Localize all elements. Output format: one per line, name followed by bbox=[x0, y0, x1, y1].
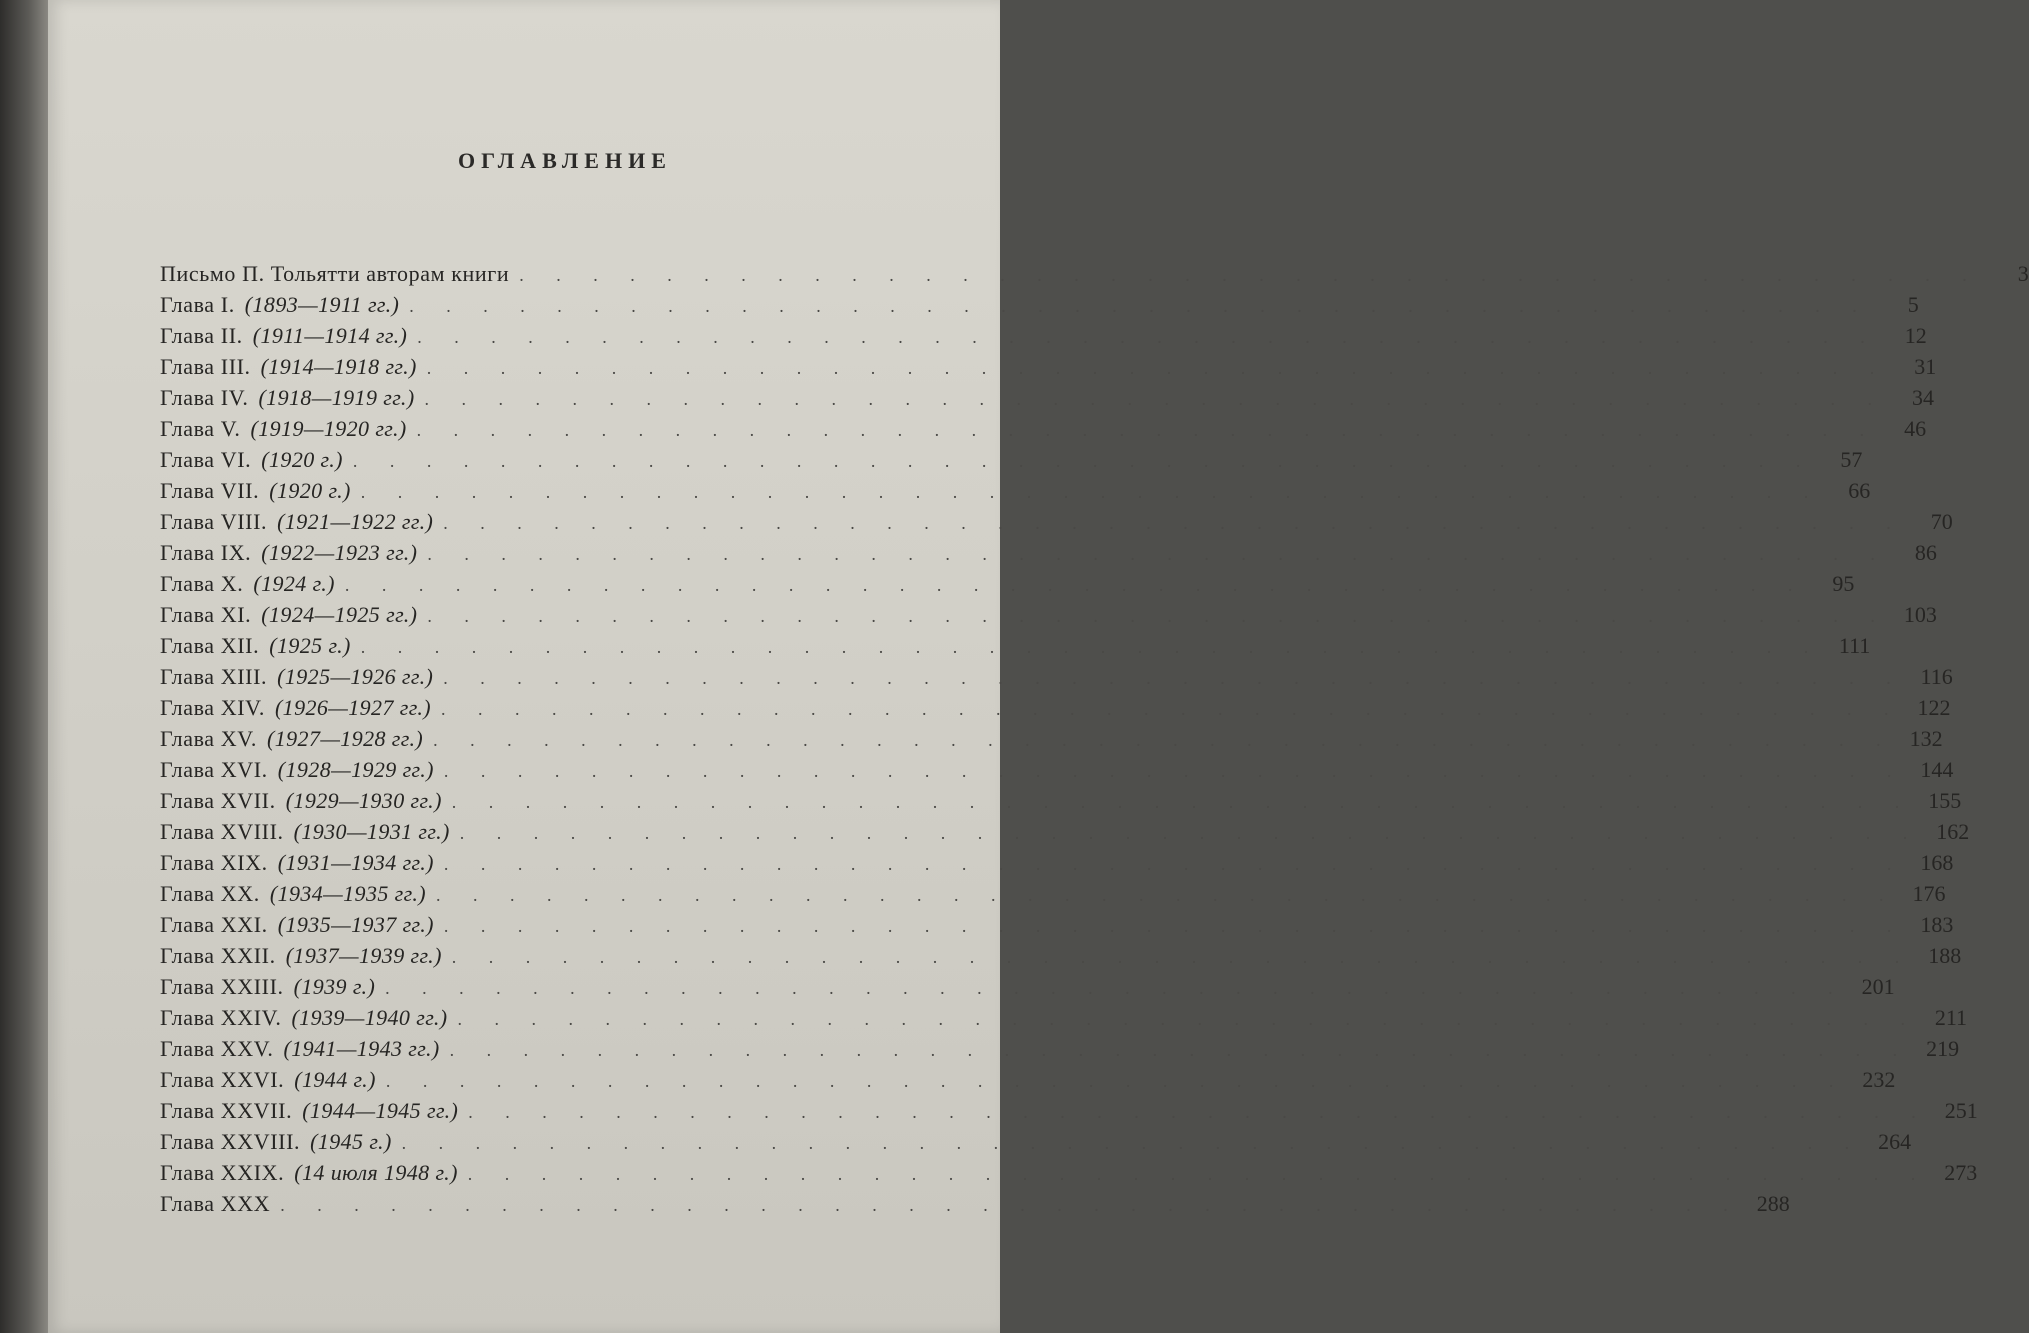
dot-leader: . . . . . . . . . . . . . . . . . . . . . . . . . . . . . . . . . . . . . . . . bbox=[433, 730, 1895, 750]
toc-entry-page-number: 46 bbox=[1904, 416, 1927, 441]
toc-entry-years: (1928—1929 гг.) bbox=[277, 757, 434, 782]
dot-leader: . . . . . . . . . . . . . . . . . . . . . . . . . . . . . . . . . . . . . . . . bbox=[385, 1071, 1848, 1091]
toc-entry bbox=[160, 413, 1927, 444]
toc-entry-years: (1930—1931 гг.) bbox=[293, 819, 450, 844]
dot-leader: . . . . . . . . . . . . . . . . . . . . . . . . . . . . . . . . . . . . . . . . bbox=[443, 513, 1905, 533]
toc-entry-label: Глава VI. bbox=[160, 447, 252, 472]
toc-entry bbox=[160, 661, 1953, 692]
toc-entry-years: (1920 г.) bbox=[269, 478, 351, 503]
toc-entry bbox=[160, 1126, 1912, 1157]
toc-entry-page-number: 211 bbox=[1934, 1005, 1968, 1030]
toc-entry bbox=[160, 816, 1970, 847]
dot-leader: . . . . . . . . . . . . . . . . . . . . . . . . . . . . . . . . . . . . . . . . bbox=[344, 575, 1807, 595]
toc-entry bbox=[160, 847, 1954, 878]
toc-entry-page-number: 273 bbox=[1944, 1160, 1978, 1185]
toc-entry-label: Глава II. bbox=[160, 323, 243, 348]
toc-entry-label: Глава XXVIII. bbox=[160, 1129, 301, 1154]
toc-entry-page-number: 232 bbox=[1862, 1067, 1896, 1092]
toc-entry-page-number: 5 bbox=[1907, 292, 1919, 317]
toc-entry-years: (1939 г.) bbox=[293, 974, 376, 999]
toc-entry-page-number: 162 bbox=[1936, 819, 1970, 844]
toc-entry-label: Глава XII. bbox=[160, 633, 260, 658]
toc-entry-label: Глава XIX. bbox=[160, 850, 268, 875]
toc-entry bbox=[160, 1064, 1896, 1095]
toc-entry bbox=[160, 723, 1943, 754]
dot-leader: . . . . . . . . . . . . . . . . . . . . . . . . . . . . . . . . . . . . . . . . bbox=[385, 978, 1847, 998]
toc-entry-label: Глава XXIII. bbox=[160, 974, 284, 999]
dot-leader: . . . . . . . . . . . . . . . . . . . . . . . . . . . . . . . . . . . . . . . . bbox=[360, 637, 1823, 657]
toc-entry bbox=[160, 909, 1954, 940]
toc-entry bbox=[160, 1095, 1978, 1126]
toc-entry-label: Глава V. bbox=[160, 416, 241, 441]
dot-leader: . . . . . . . . . . . . . . . . . . . . . . . . . . . . . . . . . . . . . . . . bbox=[467, 1164, 1930, 1184]
toc-entry-years: (1924 г.) bbox=[253, 571, 335, 596]
toc-entry-page-number: 116 bbox=[1920, 664, 1953, 689]
dot-leader: . . . . . . . . . . . . . . . . . . . . . . . . . . . . . . . . . . . . . . . . bbox=[280, 1195, 1742, 1215]
toc-entry-page-number: 176 bbox=[1912, 881, 1946, 906]
toc-entry-page-number: 34 bbox=[1912, 385, 1935, 410]
dot-leader: . . . . . . . . . . . . . . . . . . . . . . . . . . . . . . . . . . . . . . . . bbox=[459, 823, 1922, 843]
toc-entry-page-number: 3 bbox=[2017, 261, 2029, 286]
toc-entry-label: Глава XI. bbox=[160, 602, 252, 627]
dot-leader: . . . . . . . . . . . . . . . . . . . . . . . . . . . . . . . . . . . . . . . . bbox=[417, 327, 1879, 347]
toc-entry-page-number: 95 bbox=[1832, 571, 1855, 596]
toc-entry bbox=[160, 878, 1946, 909]
toc-entry-page-number: 70 bbox=[1930, 509, 1953, 534]
dot-leader: . . . . . . . . . . . . . . . . . . . . . . . . . . . . . . . . . . . . . . . . bbox=[427, 544, 1889, 564]
book-page bbox=[48, 0, 2029, 1333]
toc-entry-label: Глава IX. bbox=[160, 540, 252, 565]
toc-entry bbox=[160, 1157, 1978, 1188]
toc-entry-label: Глава XX. bbox=[160, 881, 260, 906]
toc-entry bbox=[160, 444, 1863, 475]
toc-entry-label: Глава XXVI. bbox=[160, 1067, 285, 1092]
toc-entry bbox=[160, 568, 1855, 599]
toc-entry-years: (14 июля 1948 г.) bbox=[294, 1160, 458, 1185]
toc-entry-years: (1944 г.) bbox=[294, 1067, 376, 1092]
toc-entry-page-number: 103 bbox=[1903, 602, 1937, 627]
toc-entry-years: (1945 г.) bbox=[310, 1129, 392, 1154]
toc-entry-years: (1939—1940 гг.) bbox=[291, 1005, 448, 1030]
dot-leader: . . . . . . . . . . . . . . . . . . . . . . . . . . . . . . . . . . . . . . . . bbox=[451, 947, 1914, 967]
toc-entry-label: Глава XVII. bbox=[160, 788, 276, 813]
toc-entry-page-number: 132 bbox=[1909, 726, 1943, 751]
toc-entry-label: Глава XXII. bbox=[160, 943, 276, 968]
toc-entry-label: Глава I. bbox=[160, 292, 235, 317]
toc-entry-page-number: 201 bbox=[1861, 974, 1895, 999]
toc-entry bbox=[160, 785, 1962, 816]
toc-entry bbox=[160, 475, 1871, 506]
dot-leader: . . . . . . . . . . . . . . . . . . . . . . . . . . . . . . . . . . . . . . . . bbox=[360, 482, 1823, 502]
dot-leader: . . . . . . . . . . . . . . . . . . . . . . . . . . . . . . . . . . . . . . . . bbox=[443, 668, 1905, 688]
toc-entry-years: (1925 г.) bbox=[269, 633, 351, 658]
toc-entry-label: Письмо П. Тольятти авторам книги bbox=[160, 261, 510, 286]
toc-entry bbox=[160, 599, 1937, 630]
toc-entry-years: (1914—1918 гг.) bbox=[260, 354, 417, 379]
toc-entry-label: Глава XVI. bbox=[160, 757, 268, 782]
toc-entry-years: (1921—1922 гг.) bbox=[277, 509, 434, 534]
toc-list bbox=[160, 258, 2029, 1219]
toc-entry-years: (1926—1927 гг.) bbox=[274, 695, 432, 720]
dot-leader: . . . . . . . . . . . . . . . . . . . . . . . . . . . . . . . . . . . . . . . . bbox=[449, 1040, 1912, 1060]
toc-entry bbox=[160, 754, 1954, 785]
toc-entry-years: (1941—1943 гг.) bbox=[283, 1036, 440, 1061]
toc-entry-years: (1925—1926 гг.) bbox=[277, 664, 434, 689]
toc-entry-page-number: 251 bbox=[1944, 1098, 1978, 1123]
toc-entry-years: (1944—1945 гг.) bbox=[302, 1098, 459, 1123]
toc-entry-page-number: 288 bbox=[1756, 1191, 1790, 1216]
toc-entry-years: (1931—1934 гг.) bbox=[277, 850, 434, 875]
toc-entry-label: Глава XIV. bbox=[160, 695, 265, 720]
dot-leader: . . . . . . . . . . . . . . . . . . . . . . . . . . . . . . . . . . . . . . . . bbox=[468, 1102, 1930, 1122]
toc-entry bbox=[160, 1033, 1960, 1064]
toc-entry bbox=[160, 692, 1951, 723]
toc-entry-years: (1929—1930 гг.) bbox=[285, 788, 442, 813]
toc-entry-page-number: 57 bbox=[1840, 447, 1863, 472]
toc-entry-label: Глава XXVII. bbox=[160, 1098, 293, 1123]
toc-entry-label: Глава XXIV. bbox=[160, 1005, 282, 1030]
toc-entry-label: Глава VII. bbox=[160, 478, 260, 503]
toc-entry bbox=[160, 382, 1935, 413]
toc-entry-years: (1911—1914 гг.) bbox=[252, 323, 408, 348]
dot-leader: . . . . . . . . . . . . . . . . . . . . . . . . . . . . . . . . . . . . . . . . bbox=[443, 761, 1906, 781]
toc-entry-label: Глава XXX bbox=[160, 1191, 271, 1216]
toc-entry-label: Глава XVIII. bbox=[160, 819, 284, 844]
toc-entry-page-number: 183 bbox=[1920, 912, 1954, 937]
toc-entry-years: (1937—1939 гг.) bbox=[285, 943, 442, 968]
toc-entry-label: Глава XXIX. bbox=[160, 1160, 285, 1185]
toc-entry-label: Глава III. bbox=[160, 354, 251, 379]
toc-entry-page-number: 86 bbox=[1914, 540, 1937, 565]
dot-leader: . . . . . . . . . . . . . . . . . . . . . . . . . . . . . . . . . . . . . . . . bbox=[409, 296, 1871, 316]
toc-entry bbox=[160, 1002, 1968, 1033]
toc-entry-page-number: 144 bbox=[1920, 757, 1954, 782]
toc-entry bbox=[160, 940, 1962, 971]
dot-leader: . . . . . . . . . . . . . . . . . . . . . . . . . . . . . . . . . . . . . . . . bbox=[416, 420, 1879, 440]
toc-entry-label: Глава X. bbox=[160, 571, 244, 596]
toc-entry-label: Глава XV. bbox=[160, 726, 258, 751]
toc-entry-page-number: 122 bbox=[1917, 695, 1951, 720]
toc-entry-years: (1924—1925 гг.) bbox=[261, 602, 418, 627]
toc-entry bbox=[160, 506, 1953, 537]
toc-entry-years: (1935—1937 гг.) bbox=[277, 912, 434, 937]
toc-entry-page-number: 168 bbox=[1920, 850, 1954, 875]
toc-entry-page-number: 219 bbox=[1926, 1036, 1960, 1061]
toc-entry-years: (1922—1923 гг.) bbox=[261, 540, 418, 565]
toc-entry-page-number: 66 bbox=[1848, 478, 1871, 503]
toc-entry bbox=[160, 351, 1937, 382]
toc-entry-label: Глава XIII. bbox=[160, 664, 268, 689]
dot-leader: . . . . . . . . . . . . . . . . . . . . . . . . . . . . . . . . . . . . . . . . bbox=[426, 358, 1889, 378]
toc-entry bbox=[160, 630, 1871, 661]
dot-leader: . . . . . . . . . . . . . . . . . . . . . . . . . . . . . . . . . . . . . . . . bbox=[441, 699, 1903, 719]
dot-leader: . . . . . . . . . . . . . . . . . . . . . . . . . . . . . . . . . . . . . . . . bbox=[352, 451, 1815, 471]
toc-entry-page-number: 264 bbox=[1878, 1129, 1912, 1154]
toc-entry bbox=[160, 971, 1895, 1002]
dot-leader: . . . . . . . . . . . . . . . . . . . . . . . . . . . . . . . . . . . . . . . . bbox=[401, 1133, 1864, 1153]
toc-entry bbox=[160, 537, 1937, 568]
toc-entry-years: (1893—1911 гг.) bbox=[244, 292, 400, 317]
toc-entry-page-number: 111 bbox=[1838, 633, 1871, 658]
toc-entry-page-number: 12 bbox=[1904, 323, 1927, 348]
toc-entry bbox=[160, 1188, 1790, 1219]
dot-leader: . . . . . . . . . . . . . . . . . . . . . . . . . . . . . . . . . . . . . . . . bbox=[424, 389, 1887, 409]
dot-leader: . . . . . . . . . . . . . . . . . . . . . . . . . . . . . . . . . . . . . . . . bbox=[435, 885, 1898, 905]
toc-entry-page-number: 155 bbox=[1928, 788, 1962, 813]
toc-entry-label: Глава IV. bbox=[160, 385, 249, 410]
dot-leader: . . . . . . . . . . . . . . . . . . . . . . . . . . . . . . . . . . . . . . . . bbox=[443, 916, 1906, 936]
dot-leader: . . . . . . . . . . . . . . . . . . . . . . . . . . . . . . . . . . . . . . . . bbox=[457, 1009, 1920, 1029]
toc-entry bbox=[160, 320, 1927, 351]
toc-entry-years: (1927—1928 гг.) bbox=[267, 726, 424, 751]
toc-entry-page-number: 188 bbox=[1928, 943, 1962, 968]
book-gutter-shadow bbox=[0, 0, 48, 1333]
toc-entry-years: (1920 г.) bbox=[261, 447, 343, 472]
toc-entry-page-number: 31 bbox=[1914, 354, 1937, 379]
toc-entry-years: (1934—1935 гг.) bbox=[269, 881, 426, 906]
toc-entry bbox=[160, 258, 2029, 289]
toc-heading: ОГЛАВЛЕНИЕ bbox=[458, 148, 672, 173]
toc-entry-label: Глава XXI. bbox=[160, 912, 268, 937]
toc-entry-years: (1918—1919 гг.) bbox=[258, 385, 415, 410]
dot-leader: . . . . . . . . . . . . . . . . . . . . . . . . . . . . . . . . . . . . . . . . bbox=[519, 265, 1981, 285]
dot-leader: . . . . . . . . . . . . . . . . . . . . . . . . . . . . . . . . . . . . . . . . bbox=[427, 606, 1889, 626]
toc-entry-label: Глава XXV. bbox=[160, 1036, 274, 1061]
dot-leader: . . . . . . . . . . . . . . . . . . . . . . . . . . . . . . . . . . . . . . . . bbox=[451, 792, 1914, 812]
toc-entry-label: Глава VIII. bbox=[160, 509, 268, 534]
dot-leader: . . . . . . . . . . . . . . . . . . . . . . . . . . . . . . . . . . . . . . . . bbox=[443, 854, 1906, 874]
toc-entry-years: (1919—1920 гг.) bbox=[250, 416, 407, 441]
toc-entry bbox=[160, 289, 1919, 320]
